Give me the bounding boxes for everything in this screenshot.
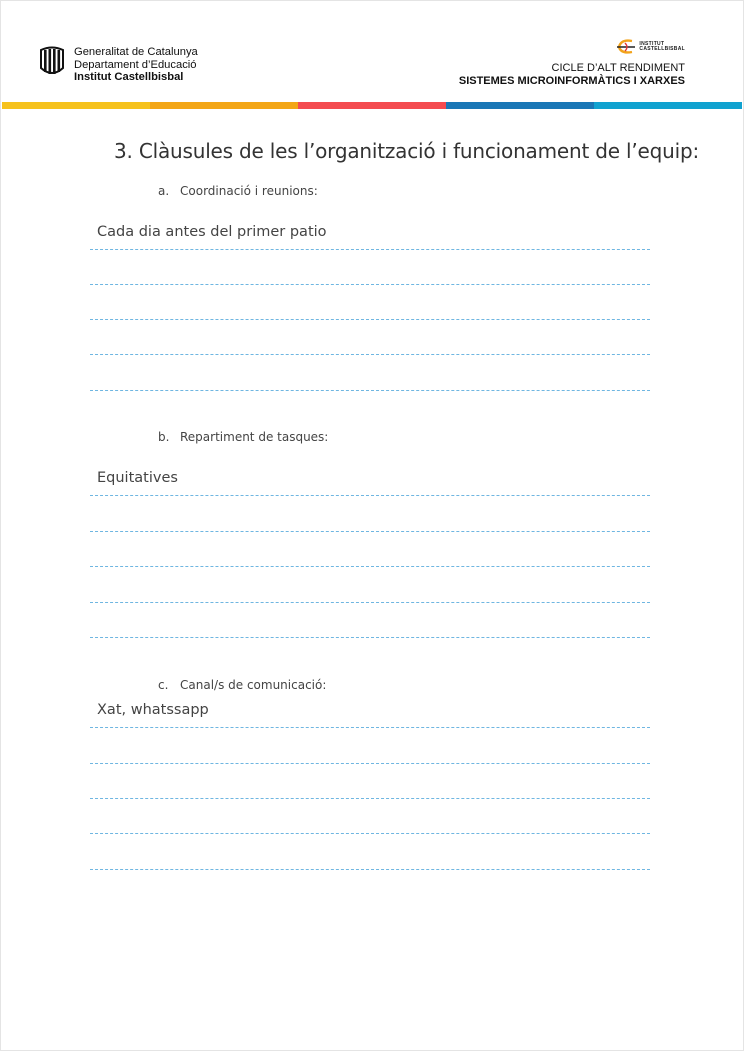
subheading-label: Coordinació i reunions:: [180, 184, 318, 198]
color-bar-segment: [2, 102, 150, 109]
gencat-logo-icon: [38, 46, 66, 76]
answer-line[interactable]: [90, 833, 650, 834]
answer-line[interactable]: [90, 390, 650, 391]
answer-communication[interactable]: Xat, whatssapp: [97, 702, 209, 718]
header-right: [459, 38, 685, 88]
cycle-name: CICLE D’ALT RENDIMENT: [551, 62, 685, 74]
logo-text-bottom: CASTELLBISBAL: [639, 46, 685, 52]
header-left: [38, 46, 198, 84]
section-title: 3. Clàusules de les l’organització i funcionament de l’equip:: [114, 139, 699, 163]
subheading-label: Repartiment de tasques:: [180, 430, 329, 444]
color-bar-segment: [150, 102, 298, 109]
institute-logo: [459, 38, 685, 56]
answer-line[interactable]: [90, 354, 650, 355]
answer-line[interactable]: [90, 637, 650, 638]
answer-line[interactable]: [90, 566, 650, 567]
answer-line[interactable]: [90, 284, 650, 285]
program-name: SISTEMES MICROINFORMÀTICS I XARXES: [458, 75, 685, 87]
color-bar-segment: [446, 102, 594, 109]
logo-text-top: INSTITUT: [639, 40, 665, 47]
color-bar-segment: [594, 102, 742, 109]
answer-line[interactable]: [90, 495, 650, 496]
subheading-coordination: [158, 184, 318, 198]
header-dept-line: Departament d’Educació: [74, 58, 197, 71]
answer-line[interactable]: [90, 249, 650, 250]
subheading-letter: c.: [158, 678, 169, 692]
answer-line[interactable]: [90, 869, 650, 870]
subheading-tasks: [158, 430, 328, 444]
answer-line[interactable]: [90, 319, 650, 320]
answer-line[interactable]: [90, 727, 650, 728]
color-bar-segment: [298, 102, 446, 109]
answer-tasks[interactable]: Equitatives: [97, 470, 178, 486]
subheading-label: Canal/s de comunicació:: [180, 678, 327, 692]
subheading-letter: a.: [158, 184, 170, 198]
header-institute-line: Institut Castellbisbal: [74, 71, 184, 84]
header-org-line: Generalitat de Catalunya: [74, 46, 198, 58]
institute-swoosh-icon: [615, 39, 637, 55]
answer-line[interactable]: [90, 602, 650, 603]
answer-line[interactable]: [90, 798, 650, 799]
answer-line[interactable]: [90, 763, 650, 764]
subheading-communication: [158, 678, 326, 692]
header-color-bar: [2, 102, 742, 109]
answer-coordination[interactable]: Cada dia antes del primer patio: [97, 224, 327, 240]
subheading-letter: b.: [158, 430, 170, 444]
answer-line[interactable]: [90, 531, 650, 532]
